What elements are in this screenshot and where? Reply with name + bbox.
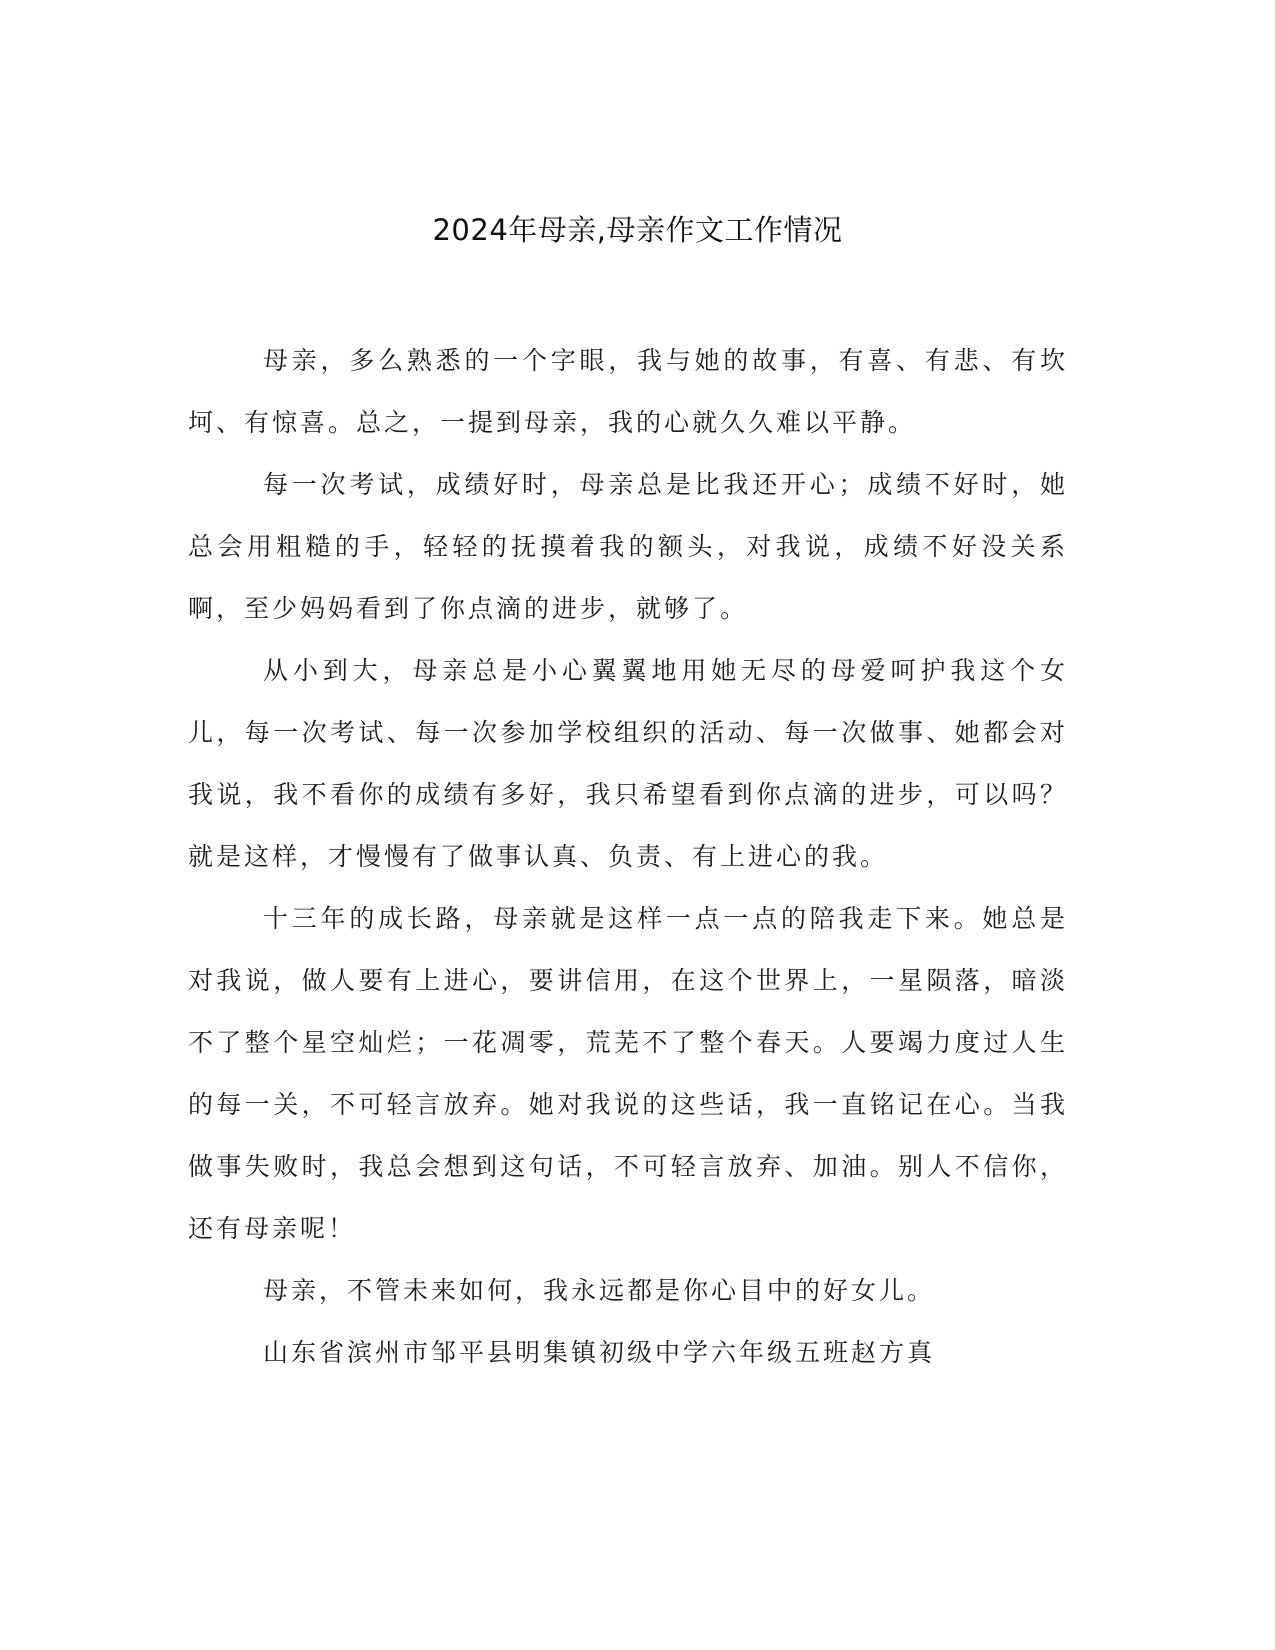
paragraph-growing-up: 从小到大，母亲总是小心翼翼地用她无尽的母爱呵护我这个女儿，每一次考试、每一次参加学校组织的活动、每一次做事、她都会对我说，我不看你的成绩有多好，我只希望看到你点滴的进步，可以吗？就是这样，才慢慢有了做事认真、负责、有上进心的我。 xyxy=(188,656,1068,871)
author-signature: 山东省滨州市邹平县明集镇初级中学六年级五班赵方真 xyxy=(263,1338,936,1367)
document-title: 2024年母亲,母亲作文工作情况 xyxy=(432,213,843,247)
paragraph-exams: 每一次考试，成绩好时，母亲总是比我还开心；成绩不好时，她总会用粗糙的手，轻轻的抚摸着我的额头，对我说，成绩不好没关系啊，至少妈妈看到了你点滴的进步，就够了。 xyxy=(188,470,1068,623)
paragraph-intro: 母亲，多么熟悉的一个字眼，我与她的故事，有喜、有悲、有坎坷、有惊喜。总之，一提到母亲，我的心就久久难以平静。 xyxy=(188,346,1068,437)
paragraph-thirteen-years: 十三年的成长路，母亲就是这样一点一点的陪我走下来。她总是对我说，做人要有上进心，要讲信用，在这个世界上，一星陨落，暗淡不了整个星空灿烂；一花凋零，荒芜不了整个春天。人要竭力度过人生的每一关，不可轻言放弃。她对我说的这些话，我一直铭记在心。当我做事失败时，我总会想到这句话，不可轻言放弃、加油。别人不信你，还有母亲呢！ xyxy=(188,904,1068,1243)
paragraph-closing: 母亲，不管未来如何，我永远都是你心目中的好女儿。 xyxy=(263,1276,936,1305)
document-body xyxy=(188,330,1068,1384)
